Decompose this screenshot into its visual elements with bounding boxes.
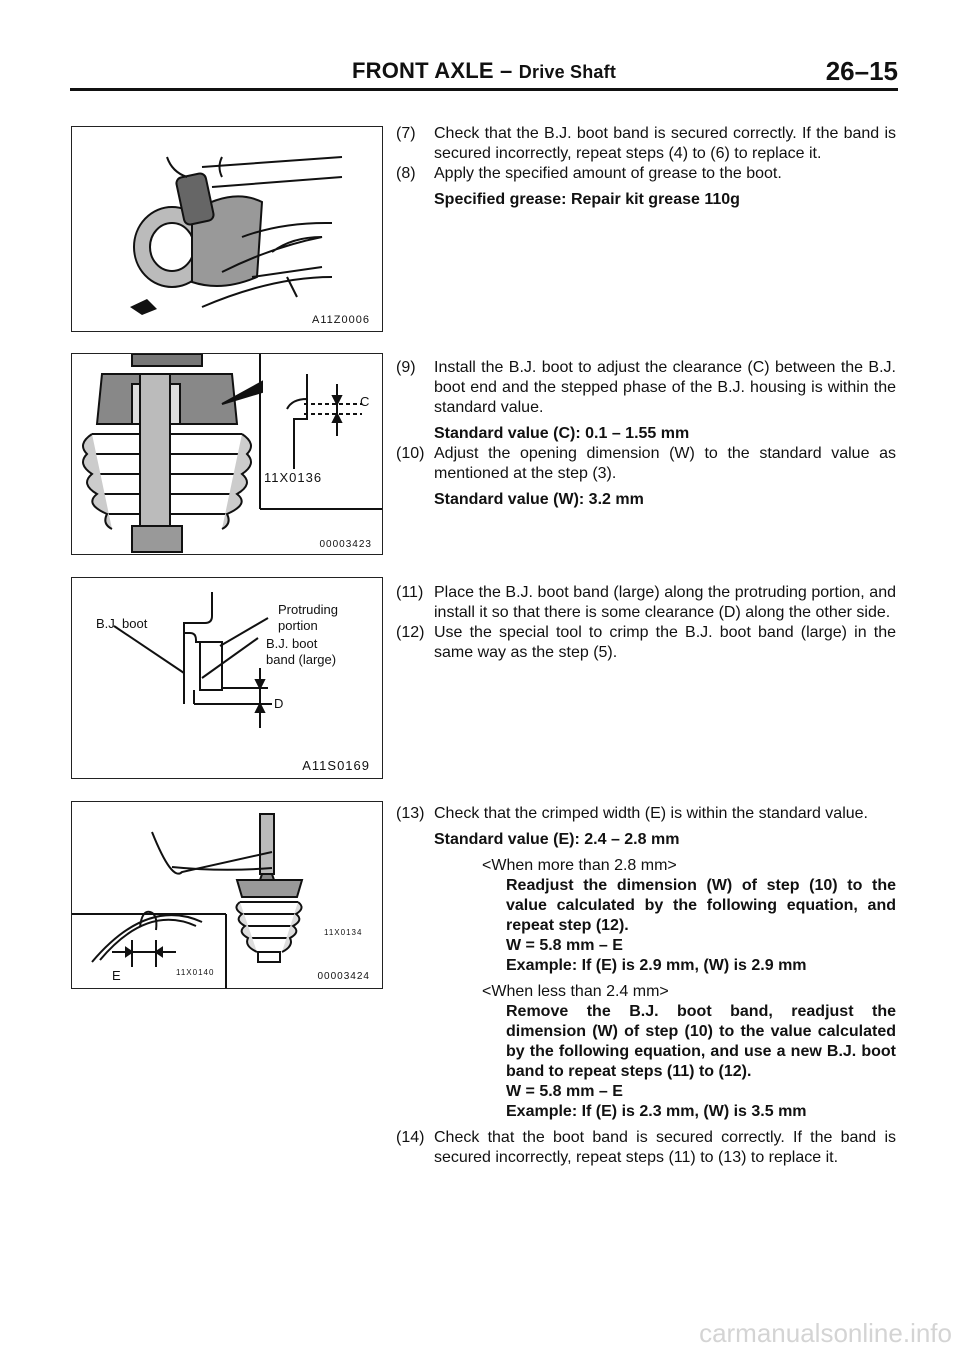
step-13 xyxy=(396,804,896,824)
header-rule xyxy=(70,88,898,91)
more-than-block xyxy=(482,856,896,976)
page-header xyxy=(70,54,898,90)
label-d: D xyxy=(274,696,284,711)
label-band-line1: B.J. boot xyxy=(266,636,318,651)
label-bj-boot: B.J. boot xyxy=(96,616,148,631)
step-number: (13) xyxy=(396,805,425,822)
standard-value-e: Standard value (E): 2.4 – 2.8 mm xyxy=(434,831,680,848)
figure-boot-band-check xyxy=(71,126,383,332)
label-c: C xyxy=(360,394,370,409)
less-than-text: Remove the B.J. boot band, readjust the dimension (W) of step (10) to the value calculated by the following equation, and use a new B.J. boot band to repeat steps (11) to (12). xyxy=(506,1003,896,1080)
page-title xyxy=(352,58,616,84)
step-7 xyxy=(396,124,896,164)
specified-grease: Specified grease: Repair kit grease 110g xyxy=(434,191,740,208)
label-portion: portion xyxy=(278,618,318,633)
figure-top-code: 11X0134 xyxy=(324,928,363,937)
standard-value-w: Standard value (W): 3.2 mm xyxy=(434,491,644,508)
boot-band-illustration xyxy=(72,127,382,331)
figure-code: 00003423 xyxy=(319,539,372,550)
boot-clearance-illustration xyxy=(72,354,382,554)
step-number: (7) xyxy=(396,125,416,142)
step-text: Check that the boot band is secured correctly. If the band is secured incorrectly, repeat steps (11) to (13) to replace it. xyxy=(434,1129,896,1166)
step-text: Apply the specified amount of grease to the boot. xyxy=(434,165,782,182)
figure-code: A11S0169 xyxy=(302,758,370,773)
step-number: (12) xyxy=(396,624,425,641)
label-e: E xyxy=(112,968,121,983)
section-subtitle: Drive Shaft xyxy=(518,62,617,82)
more-than-equation: W = 5.8 mm – E xyxy=(506,937,623,954)
step-11 xyxy=(396,583,896,623)
figure-inset-code: 11X0136 xyxy=(264,470,323,485)
steps-group-1 xyxy=(396,124,896,210)
standard-value-c: Standard value (C): 0.1 – 1.55 mm xyxy=(434,425,690,442)
less-than-example: Example: If (E) is 2.3 mm, (W) is 3.5 mm xyxy=(506,1103,807,1120)
figure-crimped-width xyxy=(71,801,383,989)
figure-code: 00003424 xyxy=(317,971,370,982)
less-than-equation: W = 5.8 mm – E xyxy=(506,1083,623,1100)
steps-group-2 xyxy=(396,358,896,510)
figure-band-placement xyxy=(71,577,383,779)
steps-group-3 xyxy=(396,583,896,663)
less-than-heading: <When less than 2.4 mm> xyxy=(482,983,669,1000)
more-than-text: Readjust the dimension (W) of step (10) to the value calculated by the following equation, and repeat step (12). xyxy=(506,877,896,934)
label-band-line2: band (large) xyxy=(266,652,337,667)
more-than-example: Example: If (E) is 2.9 mm, (W) is 2.9 mm xyxy=(506,957,807,974)
page-number: 26–15 xyxy=(825,56,898,86)
figure-boot-clearance xyxy=(71,353,383,555)
step-text: Use the special tool to crimp the B.J. boot band (large) in the same way as the step (5). xyxy=(434,624,896,661)
step-10 xyxy=(396,444,896,484)
step-number: (11) xyxy=(396,584,424,601)
watermark: carmanualsonline.info xyxy=(699,1318,952,1348)
figure-code: A11Z0006 xyxy=(312,314,370,326)
step-number: (9) xyxy=(396,359,416,376)
label-protruding: Protruding xyxy=(278,602,338,617)
title-dash: – xyxy=(493,58,519,83)
step-text: Place the B.J. boot band (large) along the protruding portion, and install it so that there is some clearance (D) along the other side. xyxy=(434,584,896,621)
crimped-width-illustration xyxy=(72,802,382,988)
step-14 xyxy=(396,1128,896,1168)
step-number: (10) xyxy=(396,445,425,462)
less-than-block xyxy=(482,982,896,1122)
step-number: (8) xyxy=(396,165,416,182)
step-text: Install the B.J. boot to adjust the clearance (C) between the B.J. boot end and the stepped phase of the B.J. housing is within the standard value. xyxy=(434,359,896,416)
step-text: Check that the B.J. boot band is secured correctly. If the band is secured incorrectly, repeat steps (4) to (6) to replace it. xyxy=(434,125,896,162)
tool-icon xyxy=(130,299,157,315)
step-number: (14) xyxy=(396,1129,425,1146)
step-8 xyxy=(396,164,896,184)
step-text: Check that the crimped width (E) is within the standard value. xyxy=(434,805,868,822)
figure-inset-code: 11X0140 xyxy=(176,968,215,977)
step-12 xyxy=(396,623,896,663)
section-title: FRONT AXLE xyxy=(352,58,494,83)
more-than-heading: <When more than 2.8 mm> xyxy=(482,857,677,874)
steps-group-4 xyxy=(396,804,896,1168)
step-9 xyxy=(396,358,896,418)
step-text: Adjust the opening dimension (W) to the standard value as mentioned at the step (3). xyxy=(434,445,896,482)
